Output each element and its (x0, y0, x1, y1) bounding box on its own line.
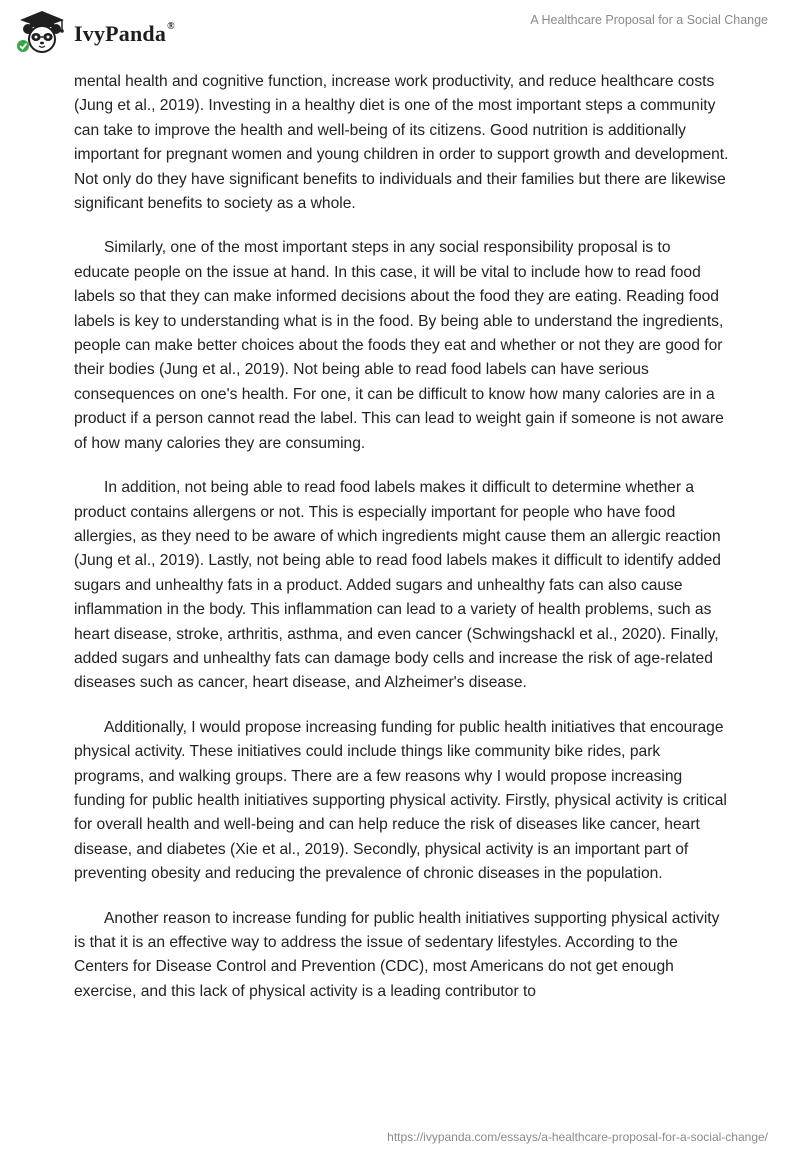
paragraph: Similarly, one of the most important steps in any social responsibility proposal is to educate people on the issue at hand. In this case, it will be vital to include how to read food labels so that they can make informed decisions about the food they are eating. Reading food labels is key to understanding what is in the food. By being able to understand the ingredients, people can make better choices about the foods they eat and whether or not they are good for their bodies (Jung et al., 2019). Not being able to read food labels can have serious consequences on one's health. For one, it can be difficult to know how many calories are in a product if a person cannot read the label. This can lead to weight gain if someone is not aware of how many calories they are consuming. (74, 239, 724, 452)
paragraph: mental health and cognitive function, increase work productivity, and reduce healthcare costs (Jung et al., 2019). Investing in a healthy diet is one of the most important steps a community can take to improve the health and well-being of its citizens. Good nutrition is additionally important for pregnant women and young children in order to support growth and development. Not only do they have significant benefits to individuals and their families but there are likewise significant benefits to society as a whole. (74, 73, 729, 213)
brand-logo[interactable] (12, 8, 175, 56)
source-url-link[interactable]: https://ivypanda.com/essays/a-healthcare-proposal-for-a-social-change/ (387, 1130, 768, 1144)
paragraph: In addition, not being able to read food labels makes it difficult to determine whether a product contains allergens or not. This is especially important for people who have food allergies, as they need to be aware of which ingredients might cause them an allergic reaction (Jung et al., 2019). Lastly, not being able to read food labels makes it difficult to identify added sugars and unhealthy fats in a product. Added sugars and unhealthy fats can also cause inflammation in the body. This inflammation can lead to a variety of health problems, such as heart disease, stroke, arthritis, asthma, and even cancer (Schwingshackl et al., 2020). Finally, added sugars and unhealthy fats can damage body cells and increase the risk of age-related diseases such as cancer, heart disease, and Alzheimer's disease. (74, 479, 721, 692)
brand-name: IvyPanda® (74, 20, 175, 46)
document-title: A Healthcare Proposal for a Social Change (530, 13, 768, 27)
essay-body (74, 70, 730, 1024)
paragraph: Another reason to increase funding for public health initiatives supporting physical activity is that it is an effective way to address the issue of sedentary lifestyles. According to the Centers for Disease Control and Prevention (CDC), most Americans do not get enough exercise, and this lack of physical activity is a leading contributor to (74, 909, 720, 1000)
panda-mascot-icon (12, 8, 68, 56)
paragraph: Additionally, I would propose increasing funding for public health initiatives that encourage physical activity. These initiatives could include things like community bike rides, park programs, and walking groups. There are a few reasons why I would propose increasing funding for public health initiatives supporting physical activity. Firstly, physical activity is critical for overall health and well-being and can help reduce the risk of diseases like cancer, heart disease, and diabetes (Xie et al., 2019). Secondly, physical activity is an important part of preventing obesity and reducing the prevalence of chronic diseases in the population. (74, 718, 727, 883)
